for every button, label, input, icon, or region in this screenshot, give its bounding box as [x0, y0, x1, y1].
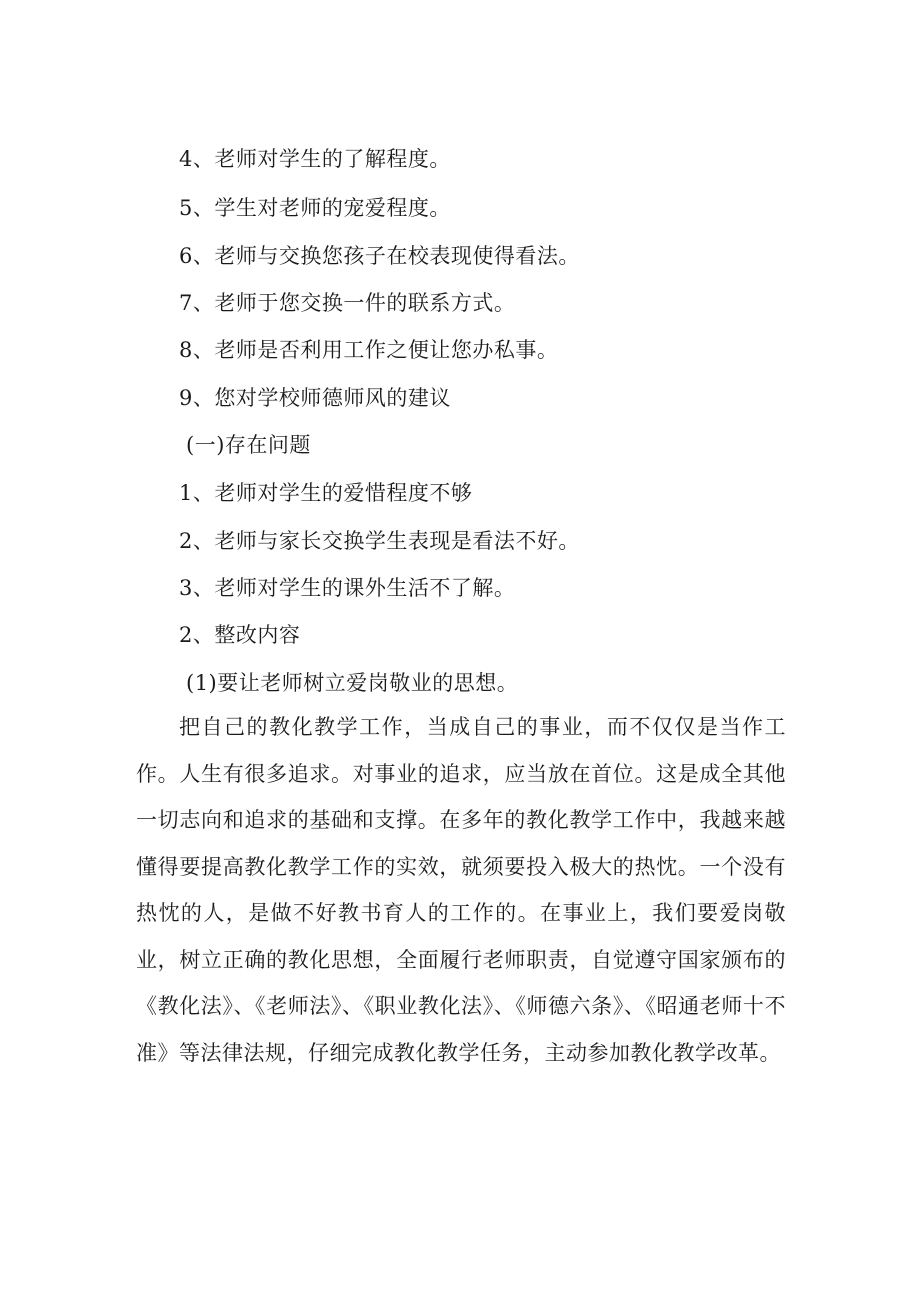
list-item: 7、老师于您交换一件的联系方式。: [179, 291, 516, 315]
rectify-item: (1)要让老师树立爱岗敬业的思想。: [186, 671, 519, 695]
list-item: 4、老师对学生的了解程度。: [179, 147, 451, 171]
problem-item: 1、老师对学生的爱惜程度不够: [179, 481, 473, 505]
section-heading-rectify: 2、整改内容: [179, 623, 301, 647]
section-heading-problems: (一)存在问题: [186, 433, 311, 457]
list-item: 8、老师是否利用工作之便让您办私事。: [179, 338, 559, 362]
list-item: 6、老师与交换您孩子在校表现使得看法。: [179, 244, 580, 268]
list-item: 5、学生对老师的宠爱程度。: [179, 196, 451, 220]
problem-item: 2、老师与家长交换学生表现是看法不好。: [179, 529, 580, 553]
body-paragraph: 把自己的教化教学工作，当成自己的事业，而不仅仅是当作工作。人生有很多追求。对事业的追求，应当放在首位。这是成全其他一切志向和追求的基础和支撑。在多年的教化教学工作中，我越来越懂得要提高教化教学工作的实效，就须要投入极大的热忱。一个没有热忱的人，是做不好教书育人的工作的。在事业上，我们要爱岗敬业，树立正确的教化思想，全面履行老师职责，自觉遵守国家颁布的《教化法》、《老师法》、《职业教化法》、《师德六条》、《昭通老师十不准》等法律法规，仔细完成教化教学任务，主动参加教化教学改革。: [136, 715, 786, 1065]
problem-item: 3、老师对学生的课外生活不了解。: [179, 576, 516, 600]
list-item: 9、您对学校师德师风的建议: [179, 386, 451, 410]
